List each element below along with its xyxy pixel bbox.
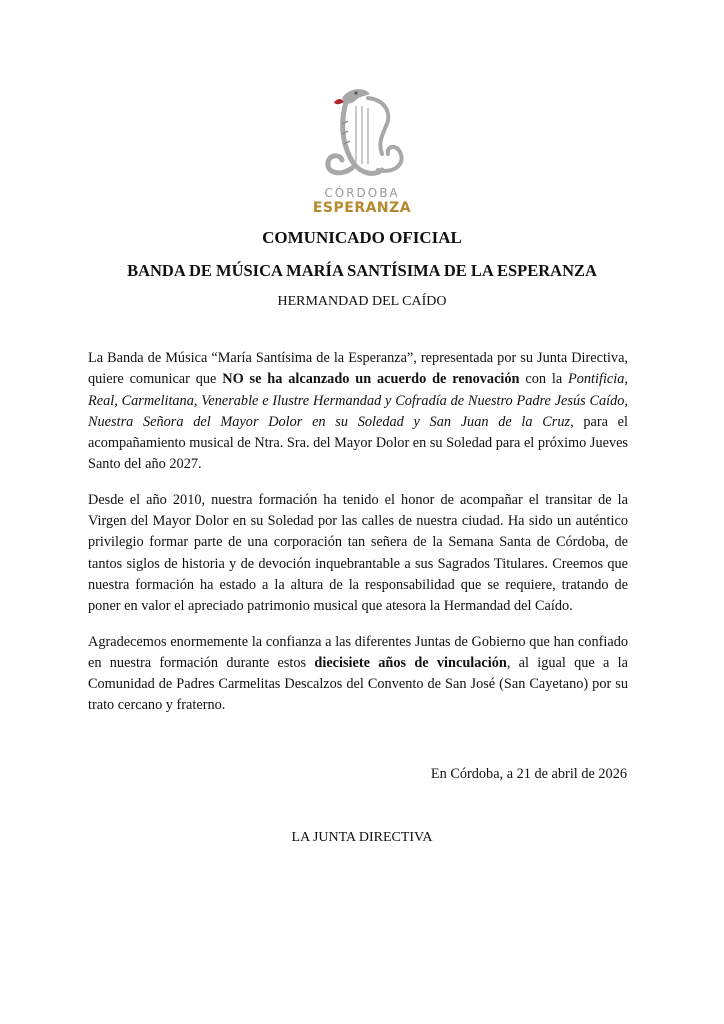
p1-text-1: La Banda de Música “María Santísima de la Esperanza”, representada por su Junta Directiva, quiere comunicar que	[88, 350, 628, 388]
date-line: En Córdoba, a 21 de abril de 2026	[430, 766, 627, 782]
p3-text-1: Agradecemos enormemente la confianza a las diferentes Juntas de Gobierno que han confiado en nuestra formación durante estos	[88, 633, 628, 671]
dragon-lyre-emblem-icon	[312, 84, 412, 184]
p3-text-2: , al igual que a la Comunidad de Padres Carmelitas Descalzos del Convento de San José (San Cayetano) por su trato cercano y fraterno.	[88, 654, 628, 714]
document-subtitle: BANDA DE MÚSICA MARÍA SANTÍSIMA DE LA ESPERANZA	[127, 261, 597, 280]
paragraph-2: Desde el año 2010, nuestra formación ha tenido el honor de acompañar el transitar de la Virgen del Mayor Dolor en su Soledad por las calles de nuestra ciudad. Ha sido un auténtico privilegio formar parte de una corporación tan señera de la Semana Santa de Córdoba, de tantos siglos de historia y de devoción inquebrantable a sus Sagrados Titulares. Creemos que nuestra formación ha estado a la altura de la responsabilidad que se requiere, tratando de poner en valor el apreciado patrimonio musical que atesora la Hermandad del Caído.	[88, 491, 628, 615]
document-title: COMUNICADO OFICIAL	[262, 228, 462, 247]
letter-body	[88, 348, 628, 731]
logo-text-esperanza: ESPERANZA	[312, 200, 412, 216]
logo-text-cordoba: CÓRDOBA	[324, 186, 400, 200]
p1-brotherhood-name: Pontificia, Real, Carmelitana, Venerable e Ilustre Hermandad y Cofradía de Nuestro Padre Jesús Caído, Nuestra Señora del Mayor Dolor en su Soledad y San Juan de la Cruz	[88, 371, 628, 430]
p1-bold-announcement: NO se ha alcanzado un acuerdo de renovación	[222, 371, 520, 388]
organization-name: HERMANDAD DEL CAÍDO	[277, 294, 447, 309]
p3-bold-years: diecisiete años de vinculación	[314, 654, 507, 671]
p1-text-2: con la	[519, 371, 569, 388]
paragraph-3	[88, 632, 628, 717]
band-logo	[300, 84, 424, 216]
paragraph-1	[88, 348, 628, 476]
signature: LA JUNTA DIRECTIVA	[291, 830, 433, 845]
p1-text-3: , para el acompañamiento musical de Ntra. Sra. del Mayor Dolor en su Soledad para el próximo Jueves Santo del año 2027.	[88, 413, 628, 473]
